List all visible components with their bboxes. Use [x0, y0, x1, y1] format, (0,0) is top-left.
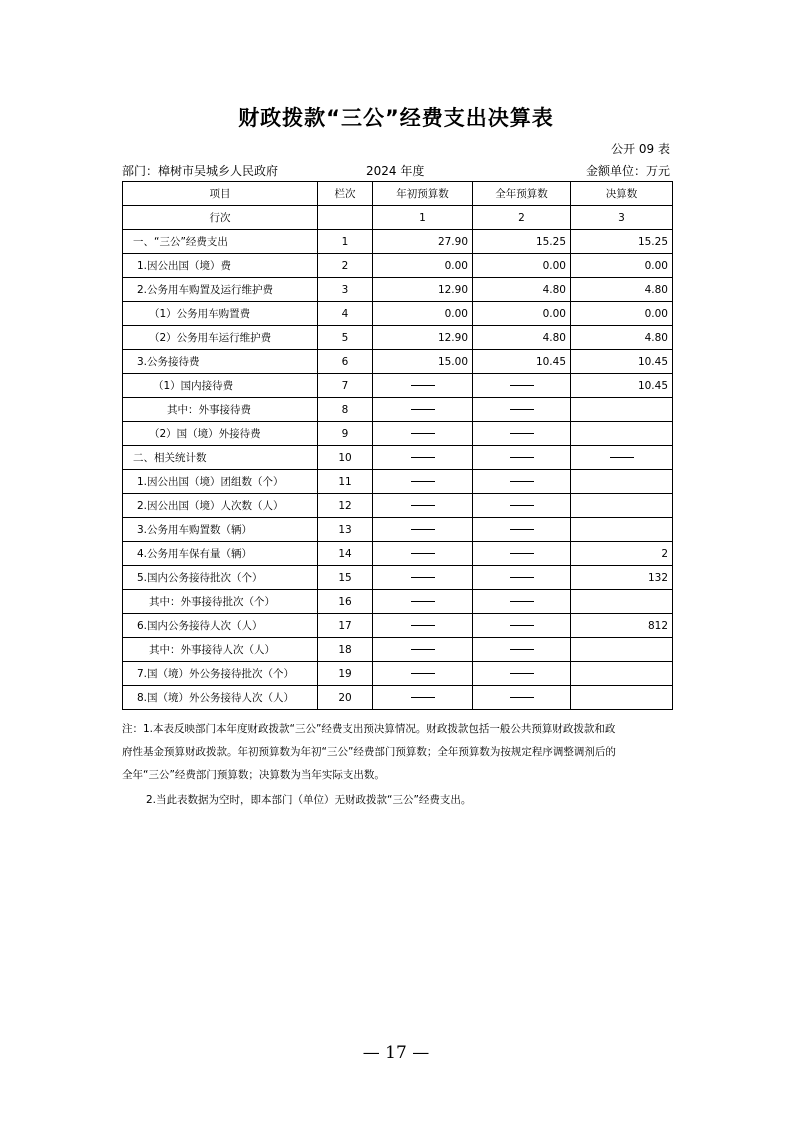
row-line: 17	[318, 614, 373, 638]
dash-mark	[411, 481, 435, 482]
row-annual-budget	[473, 398, 571, 422]
row-initial-budget: 27.90	[373, 230, 473, 254]
dash-mark	[411, 697, 435, 698]
department-label: 部门：樟树市吴城乡人民政府	[122, 164, 279, 178]
table-meta	[122, 162, 670, 178]
dash-mark	[411, 505, 435, 506]
row-final-account	[571, 470, 673, 494]
index-v3: 3	[571, 206, 673, 230]
dash-mark	[411, 649, 435, 650]
row-initial-budget	[373, 542, 473, 566]
row-initial-budget	[373, 422, 473, 446]
table-notes	[122, 718, 674, 787]
row-initial-budget: 15.00	[373, 350, 473, 374]
row-annual-budget	[473, 638, 571, 662]
row-line: 8	[318, 398, 373, 422]
dash-mark	[610, 457, 634, 458]
row-item: （2）公务用车运行维护费	[123, 326, 318, 350]
dash-mark	[411, 385, 435, 386]
table-row	[123, 638, 673, 662]
table-row	[123, 446, 673, 470]
row-initial-budget	[373, 638, 473, 662]
row-annual-budget	[473, 614, 571, 638]
row-initial-budget: 0.00	[373, 254, 473, 278]
row-item: （1）国内接待费	[123, 374, 318, 398]
header-final-account: 决算数	[571, 182, 673, 206]
row-annual-budget: 0.00	[473, 302, 571, 326]
row-line: 19	[318, 662, 373, 686]
row-final-account	[571, 662, 673, 686]
row-line: 14	[318, 542, 373, 566]
unit-label: 金额单位：万元	[585, 164, 670, 178]
row-line: 6	[318, 350, 373, 374]
row-initial-budget	[373, 566, 473, 590]
row-line: 15	[318, 566, 373, 590]
row-initial-budget	[373, 398, 473, 422]
dash-mark	[510, 601, 534, 602]
header-initial-budget: 年初预算数	[373, 182, 473, 206]
row-initial-budget: 0.00	[373, 302, 473, 326]
row-final-account	[571, 590, 673, 614]
table-code: 公开 09 表	[611, 142, 670, 156]
dash-mark	[510, 577, 534, 578]
row-annual-budget	[473, 470, 571, 494]
row-final-account	[571, 494, 673, 518]
note-line: 府性基金预算财政拨款。年初预算数为年初“三公”经费部门预算数；全年预算数为按规定程序调整调剂后的	[122, 746, 616, 758]
dash-mark	[510, 697, 534, 698]
row-line: 20	[318, 686, 373, 710]
note-2: 2.当此表数据为空时，即本部门（单位）无财政拨款“三公”经费支出。	[146, 794, 472, 806]
page-number: — 17 —	[362, 1043, 430, 1063]
row-initial-budget	[373, 470, 473, 494]
row-final-account: 0.00	[571, 302, 673, 326]
table-row	[123, 374, 673, 398]
dash-mark	[510, 433, 534, 434]
table-row	[123, 326, 673, 350]
row-final-account	[571, 422, 673, 446]
row-initial-budget	[373, 662, 473, 686]
row-initial-budget	[373, 590, 473, 614]
row-item: 8.国（境）外公务接待人次（人）	[123, 686, 318, 710]
dash-mark	[411, 673, 435, 674]
index-v1: 1	[373, 206, 473, 230]
header-annual-budget: 全年预算数	[473, 182, 571, 206]
row-item: （2）国（境）外接待费	[123, 422, 318, 446]
dash-mark	[510, 409, 534, 410]
row-item: 其中：外事接待人次（人）	[123, 638, 318, 662]
row-line: 16	[318, 590, 373, 614]
table-row	[123, 302, 673, 326]
row-line: 9	[318, 422, 373, 446]
row-final-account	[571, 638, 673, 662]
dash-mark	[411, 625, 435, 626]
row-final-account: 812	[571, 614, 673, 638]
row-line: 1	[318, 230, 373, 254]
table-index-row	[123, 206, 673, 230]
row-annual-budget: 4.80	[473, 326, 571, 350]
page-title: 财政拨款“三公”经费支出决算表	[238, 106, 554, 130]
index-v2: 2	[473, 206, 571, 230]
table-row	[123, 590, 673, 614]
row-annual-budget: 15.25	[473, 230, 571, 254]
row-annual-budget	[473, 446, 571, 470]
note-line: 注：1.本表反映部门本年度财政拨款“三公”经费支出预决算情况。财政拨款包括一般公共预算财政拨款和政	[122, 723, 616, 735]
table-row	[123, 518, 673, 542]
row-line: 11	[318, 470, 373, 494]
dash-mark	[510, 649, 534, 650]
table-row	[123, 422, 673, 446]
table-row	[123, 662, 673, 686]
row-final-account: 4.80	[571, 278, 673, 302]
row-final-account: 2	[571, 542, 673, 566]
row-line: 7	[318, 374, 373, 398]
row-final-account: 10.45	[571, 350, 673, 374]
row-item: 1.因公出国（境）团组数（个）	[123, 470, 318, 494]
header-item: 项目	[123, 182, 318, 206]
row-item: 其中：外事接待费	[123, 398, 318, 422]
row-line: 5	[318, 326, 373, 350]
row-annual-budget: 4.80	[473, 278, 571, 302]
row-final-account	[571, 686, 673, 710]
row-initial-budget	[373, 614, 473, 638]
row-initial-budget	[373, 374, 473, 398]
row-annual-budget	[473, 374, 571, 398]
table-row	[123, 614, 673, 638]
dash-mark	[411, 601, 435, 602]
row-item: 一、“三公”经费支出	[123, 230, 318, 254]
row-line: 4	[318, 302, 373, 326]
row-final-account: 15.25	[571, 230, 673, 254]
table-row	[123, 398, 673, 422]
row-initial-budget	[373, 686, 473, 710]
row-line: 10	[318, 446, 373, 470]
row-item: 3.公务用车购置数（辆）	[123, 518, 318, 542]
table-header-row	[123, 182, 673, 206]
row-annual-budget	[473, 542, 571, 566]
year-label: 2024 年度	[366, 164, 425, 178]
row-item: 5.国内公务接待批次（个）	[123, 566, 318, 590]
dash-mark	[510, 481, 534, 482]
dash-mark	[510, 673, 534, 674]
table-row	[123, 542, 673, 566]
row-item: 二、相关统计数	[123, 446, 318, 470]
row-item: 6.国内公务接待人次（人）	[123, 614, 318, 638]
row-item: 2.公务用车购置及运行维护费	[123, 278, 318, 302]
row-line: 13	[318, 518, 373, 542]
row-initial-budget: 12.90	[373, 278, 473, 302]
row-line: 3	[318, 278, 373, 302]
dash-mark	[510, 553, 534, 554]
note-line: 全年“三公”经费部门预算数；决算数为当年实际支出数。	[122, 769, 385, 781]
index-item: 行次	[123, 206, 318, 230]
row-annual-budget	[473, 518, 571, 542]
table-row	[123, 278, 673, 302]
table-row	[123, 254, 673, 278]
table-row	[123, 470, 673, 494]
dash-mark	[411, 553, 435, 554]
row-line: 12	[318, 494, 373, 518]
table-row	[123, 566, 673, 590]
index-line	[318, 206, 373, 230]
dash-mark	[411, 577, 435, 578]
row-line: 2	[318, 254, 373, 278]
row-item: 2.因公出国（境）人次数（人）	[123, 494, 318, 518]
table-row	[123, 350, 673, 374]
row-annual-budget: 0.00	[473, 254, 571, 278]
dash-mark	[411, 529, 435, 530]
table-row	[123, 686, 673, 710]
dash-mark	[411, 433, 435, 434]
dash-mark	[510, 385, 534, 386]
row-final-account: 0.00	[571, 254, 673, 278]
row-annual-budget	[473, 494, 571, 518]
row-final-account: 132	[571, 566, 673, 590]
row-final-account	[571, 518, 673, 542]
row-final-account	[571, 398, 673, 422]
row-initial-budget	[373, 494, 473, 518]
dash-mark	[411, 409, 435, 410]
dash-mark	[411, 457, 435, 458]
dash-mark	[510, 529, 534, 530]
row-item: 4.公务用车保有量（辆）	[123, 542, 318, 566]
row-annual-budget	[473, 662, 571, 686]
row-annual-budget	[473, 686, 571, 710]
row-annual-budget	[473, 590, 571, 614]
row-final-account: 4.80	[571, 326, 673, 350]
dash-mark	[510, 625, 534, 626]
table-row	[123, 494, 673, 518]
row-initial-budget	[373, 518, 473, 542]
row-initial-budget: 12.90	[373, 326, 473, 350]
row-item: （1）公务用车购置费	[123, 302, 318, 326]
row-item: 3.公务接待费	[123, 350, 318, 374]
row-item: 7.国（境）外公务接待批次（个）	[123, 662, 318, 686]
row-item: 其中：外事接待批次（个）	[123, 590, 318, 614]
row-item: 1.因公出国（境）费	[123, 254, 318, 278]
header-line: 栏次	[318, 182, 373, 206]
row-annual-budget: 10.45	[473, 350, 571, 374]
row-annual-budget	[473, 422, 571, 446]
dash-mark	[510, 505, 534, 506]
table-row	[123, 230, 673, 254]
row-final-account	[571, 446, 673, 470]
row-line: 18	[318, 638, 373, 662]
dash-mark	[510, 457, 534, 458]
row-initial-budget	[373, 446, 473, 470]
expenditure-table	[122, 181, 673, 710]
row-final-account: 10.45	[571, 374, 673, 398]
row-annual-budget	[473, 566, 571, 590]
